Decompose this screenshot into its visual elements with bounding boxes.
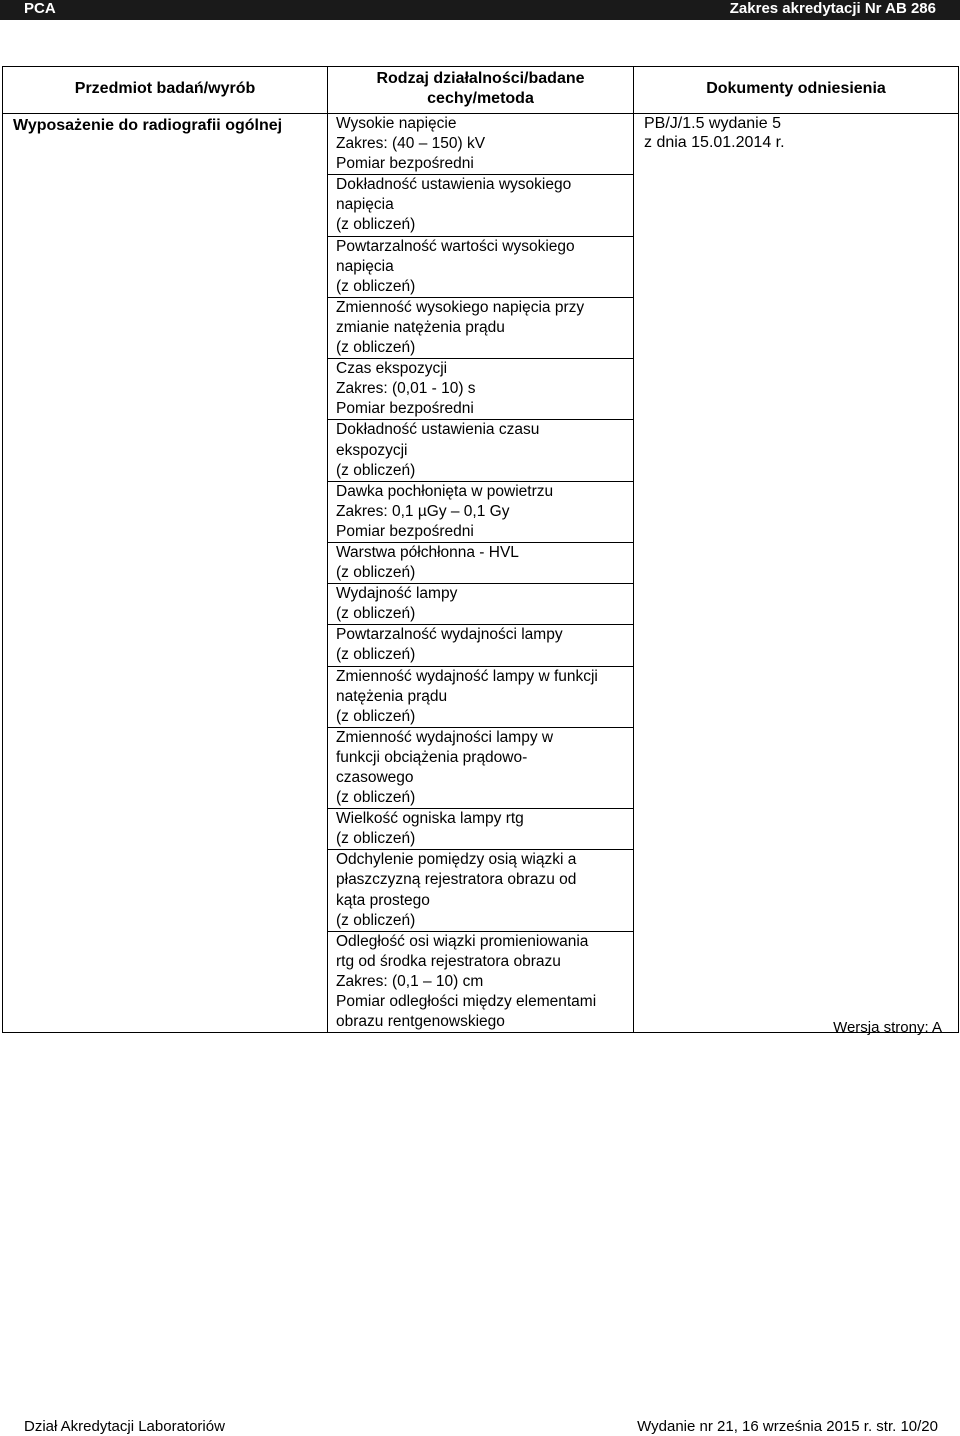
method-line: Zakres: (0,1 – 10) cm	[336, 972, 484, 990]
method-line: Zmienność wysokiego napięcia przy	[336, 298, 585, 316]
method-line: Dokładność ustawienia czasu	[336, 421, 540, 439]
footer-department: Dział Akredytacji Laboratoriów	[24, 1418, 225, 1435]
method-line: (z obliczeń)	[336, 605, 416, 623]
method-line: Zakres: (40 – 150) kV	[336, 135, 486, 153]
methods-cell	[328, 114, 634, 1033]
method-item	[328, 584, 633, 625]
method-item	[328, 809, 633, 850]
method-line: (z obliczeń)	[336, 564, 416, 582]
method-line: Odległość osi wiązki promieniowania	[336, 932, 589, 950]
method-line: (z obliczeń)	[336, 707, 416, 725]
method-line: (z obliczeń)	[336, 461, 416, 479]
method-line: Pomiar odległości między elementami	[336, 993, 597, 1011]
method-line: funkcji obciążenia prądowo-	[336, 748, 528, 766]
method-line: (z obliczeń)	[336, 830, 416, 848]
method-line: obrazu rentgenowskiego	[336, 1013, 505, 1031]
method-line: ekspozycji	[336, 441, 408, 459]
method-line: Wydajność lampy	[336, 585, 458, 603]
method-line: Dokładność ustawienia wysokiego	[336, 176, 572, 194]
method-item	[328, 932, 633, 1032]
method-line: Czas ekspozycji	[336, 360, 448, 378]
accreditation-table	[2, 66, 959, 1033]
method-line: Zmienność wydajności lampy w	[336, 728, 554, 746]
method-line: Powtarzalność wydajności lampy	[336, 626, 563, 644]
method-line: Powtarzalność wartości wysokiego	[336, 237, 575, 255]
method-line: Zakres: (0,01 - 10) s	[336, 380, 476, 398]
page-version: Wersja strony: A	[833, 1019, 942, 1036]
header-title: Zakres akredytacji Nr AB 286	[729, 0, 936, 17]
method-line: kąta prostego	[336, 891, 430, 909]
method-line: (z obliczeń)	[336, 911, 416, 929]
method-line: zmianie natężenia prądu	[336, 318, 505, 336]
method-line: Odchylenie pomiędzy osią wiązki a	[336, 851, 577, 869]
method-line: (z obliczeń)	[336, 339, 416, 357]
reference-line: PB/J/1.5 wydanie 5	[644, 115, 781, 132]
method-line: Pomiar bezpośredni	[336, 522, 474, 540]
method-item	[328, 482, 633, 543]
method-line: napięcia	[336, 196, 394, 214]
method-line: Dawka pochłonięta w powietrzu	[336, 482, 554, 500]
method-item	[328, 543, 633, 584]
method-line: (z obliczeń)	[336, 216, 416, 234]
method-item	[328, 850, 633, 931]
method-line: Wielkość ogniska lampy rtg	[336, 810, 524, 828]
method-line: (z obliczeń)	[336, 789, 416, 807]
method-item	[328, 298, 633, 359]
method-line: Pomiar bezpośredni	[336, 155, 474, 173]
method-item	[328, 114, 633, 175]
method-line: Wysokie napięcie	[336, 115, 457, 132]
method-line: Warstwa półchłonna - HVL	[336, 543, 519, 561]
method-line: (z obliczeń)	[336, 646, 416, 664]
method-line: natężenia prądu	[336, 687, 448, 705]
method-line: rtg od środka rejestratora obrazu	[336, 952, 561, 970]
column-header-subject: Przedmiot badań/wyrób	[3, 67, 328, 114]
method-item	[328, 667, 633, 728]
page-footer	[0, 1418, 960, 1436]
column-header-references: Dokumenty odniesienia	[634, 67, 959, 114]
methods-list	[328, 114, 633, 1032]
method-item	[328, 175, 633, 236]
reference-line: z dnia 15.01.2014 r.	[644, 134, 785, 151]
method-line: napięcia	[336, 257, 394, 275]
method-line: Zmienność wydajność lampy w funkcji	[336, 667, 598, 685]
table-header-row	[3, 67, 959, 114]
column-header-method: Rodzaj działalności/badane cechy/metoda	[328, 67, 634, 114]
method-line: czasowego	[336, 769, 414, 786]
header-org: PCA	[24, 0, 56, 17]
method-item	[328, 625, 633, 666]
subject-cell	[3, 114, 328, 1033]
reference-documents	[634, 114, 958, 152]
method-line: Pomiar bezpośredni	[336, 400, 474, 418]
page-header-bar	[0, 0, 960, 20]
table-row	[3, 114, 959, 1033]
references-cell	[634, 114, 959, 1033]
subject-text: Wyposażenie do radiografii ogólnej	[13, 117, 283, 134]
method-line: Zakres: 0,1 µGy – 0,1 Gy	[336, 502, 510, 520]
method-line: (z obliczeń)	[336, 277, 416, 295]
method-item	[328, 728, 633, 809]
method-line: płaszczyzną rejestratora obrazu od	[336, 871, 577, 889]
method-item	[328, 359, 633, 420]
method-item	[328, 420, 633, 481]
footer-edition: Wydanie nr 21, 16 września 2015 r. str. 10/20	[637, 1418, 938, 1435]
method-item	[328, 237, 633, 298]
